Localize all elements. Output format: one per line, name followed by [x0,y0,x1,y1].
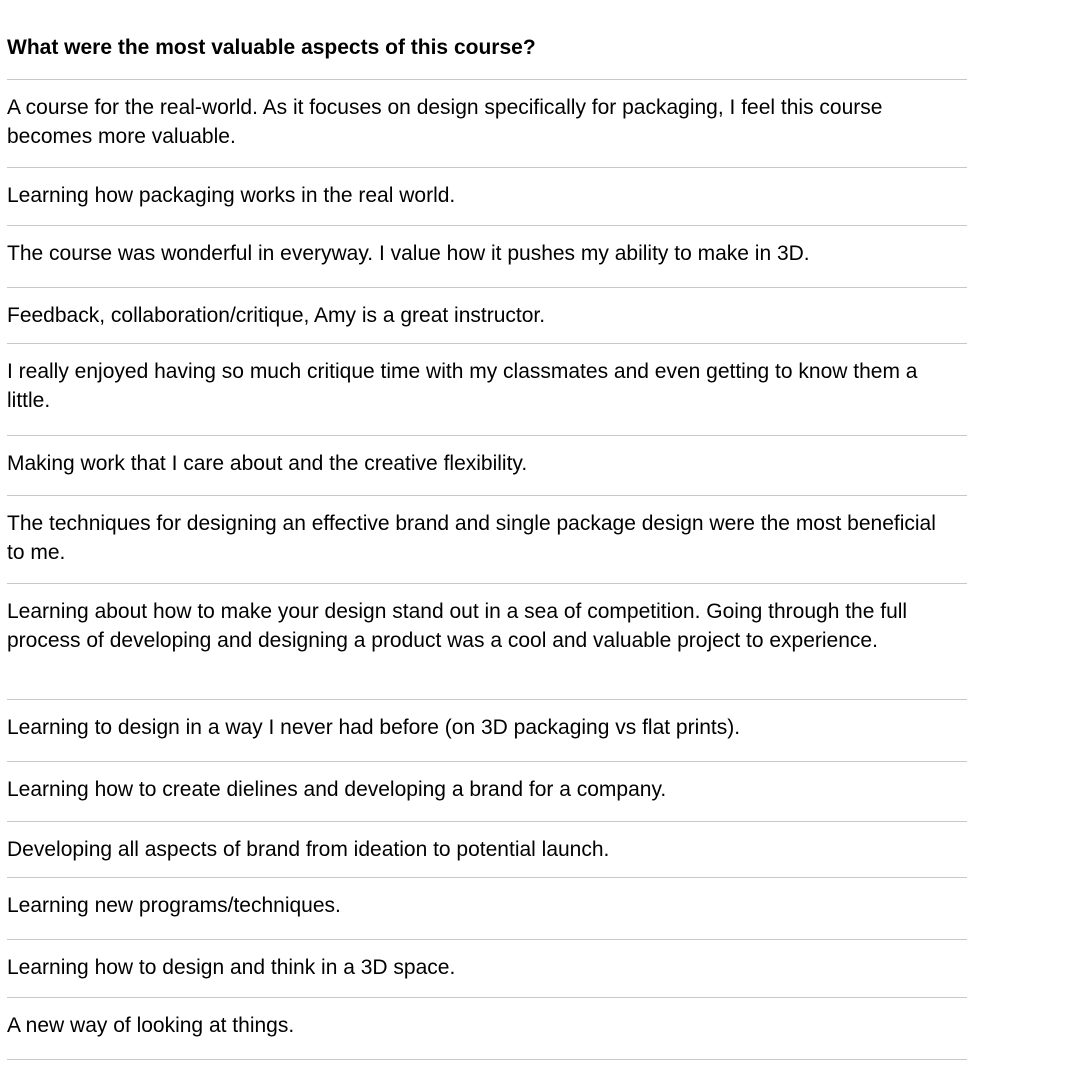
response-row [7,344,967,436]
response-text: A course for the real-world. As it focuses on design specifically for packaging, I feel this course becomes more valuable. [7,96,883,148]
response-row [7,168,967,226]
response-row [7,700,967,762]
response-row [7,226,967,288]
response-row [7,940,967,998]
response-text: Learning how packaging works in the real world. [7,184,456,207]
response-text: A new way of looking at things. [7,1014,295,1037]
response-text: Learning new programs/techniques. [7,894,341,917]
response-text: Developing all aspects of brand from ideation to potential launch. [7,838,610,861]
response-text: Making work that I care about and the creative flexibility. [7,452,528,475]
response-row [7,822,967,878]
response-row [7,496,967,584]
response-row [7,584,967,700]
response-text: Feedback, collaboration/critique, Amy is a great instructor. [7,304,546,327]
response-row [7,998,967,1060]
question-heading: What were the most valuable aspects of this course? [7,0,967,80]
response-text: The course was wonderful in everyway. I value how it pushes my ability to make in 3D. [7,242,810,265]
response-row [7,436,967,496]
response-row [7,288,967,344]
response-text: Learning how to create dielines and developing a brand for a company. [7,778,667,801]
response-row [7,762,967,822]
response-text: Learning how to design and think in a 3D space. [7,956,456,979]
response-text: Learning about how to make your design stand out in a sea of competition. Going through the full process of developing and designing a product was a cool and valuable project to experience. [7,600,908,652]
response-row [7,878,967,940]
response-text: The techniques for designing an effective brand and single package design were the most beneficial to me. [7,512,936,564]
response-text: Learning to design in a way I never had before (on 3D packaging vs flat prints). [7,716,741,739]
response-text: I really enjoyed having so much critique time with my classmates and even getting to know them a little. [7,360,918,412]
response-row [7,80,967,168]
survey-table [7,0,967,1060]
